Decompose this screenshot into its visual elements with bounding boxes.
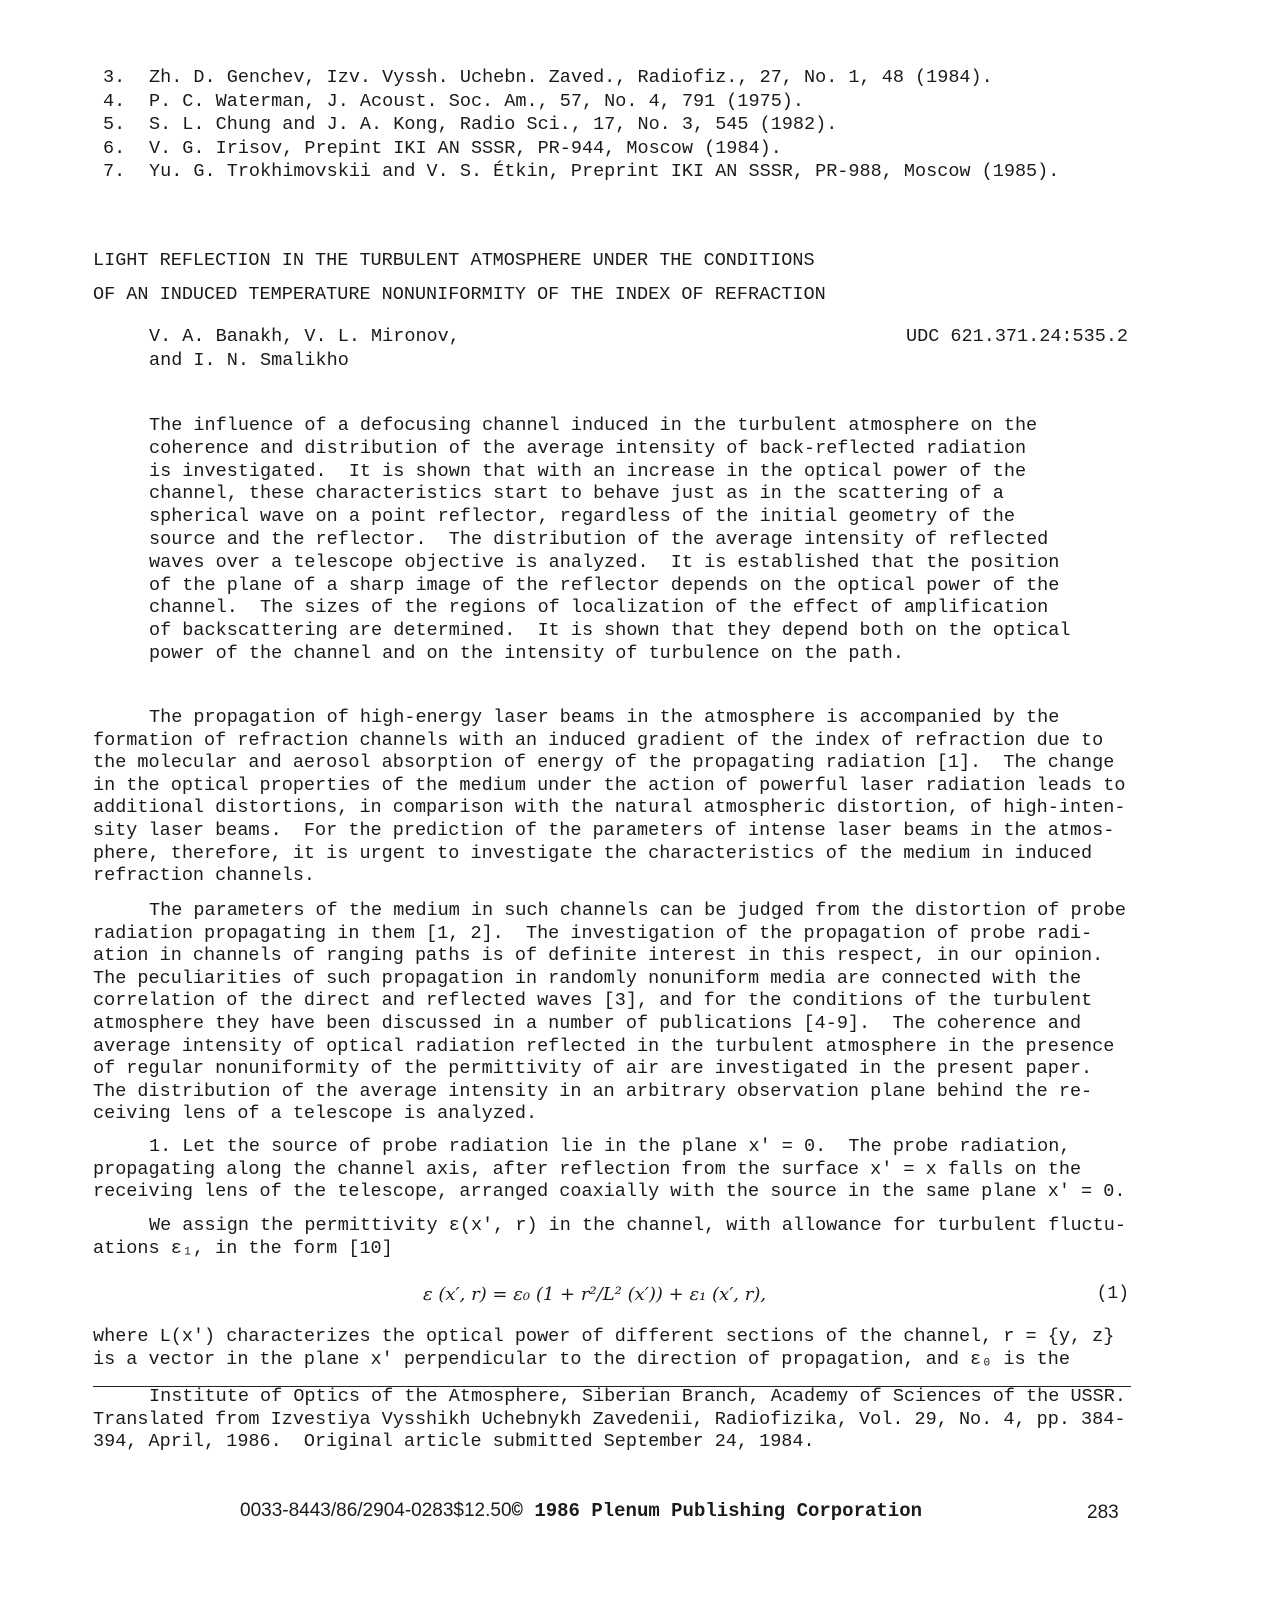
body-line: We assign the permittivity ε(x', r) in the channel, with allowance for turbulent fluctu-	[149, 1215, 1126, 1236]
body-line: is a vector in the plane x' perpendicular to the direction of propagation, and ε₀ is the	[93, 1348, 1070, 1370]
body-line: radiation propagating in them [1, 2]. The investigation of the propagation of probe radi-	[93, 922, 1093, 944]
reference-item: 4. P. C. Waterman, J. Acoust. Soc. Am., 57, No. 4, 791 (1975).	[103, 90, 805, 112]
body-line: ation in channels of ranging paths is of definite interest in this respect, in our opinion.	[93, 945, 1104, 967]
abstract	[149, 415, 1079, 666]
abstract-line: of backscattering are determined. It is shown that they depend both on the optical	[149, 620, 1071, 642]
body-paragraph-2	[93, 900, 1126, 1126]
abstract-line: of the plane of a sharp image of the reflector depends on the optical power of the	[149, 574, 1060, 596]
body-paragraph-4	[93, 1215, 1126, 1260]
body-line: average intensity of optical radiation reflected in the turbulent atmosphere in the presence	[93, 1035, 1115, 1057]
footnote-line: Institute of Optics of the Atmosphere, Siberian Branch, Academy of Sciences of the USSR.	[149, 1386, 1126, 1407]
abstract-line: is investigated. It is shown that with an increase in the optical power of the	[149, 460, 1027, 482]
body-line: The peculiarities of such propagation in randomly nonuniform media are connected with the	[93, 967, 1082, 989]
reference-item: 5. S. L. Chung and J. A. Kong, Radio Sci., 17, No. 3, 545 (1982).	[103, 114, 838, 135]
article-title	[93, 244, 826, 312]
footnote	[93, 1386, 1126, 1454]
equation-expression: ε (x′, r) = ε₀ (1 + r²/L² (x′)) + ε₁ (x′, r),	[423, 1284, 767, 1305]
abstract-line: The influence of a defocusing channel induced in the turbulent atmosphere on the	[149, 415, 1038, 436]
page-number: 283	[1087, 1502, 1119, 1523]
footnote-line: Translated from Izvestiya Vysshikh Uchebnykh Zavedenii, Radiofizika, Vol. 29, No. 4, pp. 384-	[93, 1408, 1126, 1430]
body-line: ations ε₁, in the form [10]	[93, 1237, 393, 1259]
body-line: of regular nonuniformity of the permittivity of air are investigated in the present paper.	[93, 1058, 1093, 1080]
abstract-line: power of the channel and on the intensity of turbulence on the path.	[149, 642, 904, 664]
title-line: LIGHT REFLECTION IN THE TURBULENT ATMOSPHERE UNDER THE CONDITIONS	[93, 250, 815, 271]
body-line: formation of refraction channels with an induced gradient of the index of refraction due to	[93, 729, 1104, 751]
author-line: and I. N. Smalikho	[149, 350, 349, 371]
body-line: 1. Let the source of probe radiation lie in the plane x' = 0. The probe radiation,	[149, 1136, 1071, 1157]
body-line: sity laser beams. For the prediction of the parameters of intense laser beams in the atmos-	[93, 819, 1115, 841]
body-line: additional distortions, in comparison with the natural atmospheric distortion, of high-inten-	[93, 797, 1126, 819]
issn-code: 0033-8443/86/2904-0283$12.50	[240, 1500, 512, 1521]
body-line: The distribution of the average intensity in an arbitrary observation plane behind the re-	[93, 1080, 1093, 1102]
equation-1	[93, 1284, 1129, 1310]
body-line: atmosphere they have been discussed in a number of publications [4-9]. The coherence and	[93, 1012, 1082, 1034]
reference-item: 3. Zh. D. Genchev, Izv. Vyssh. Uchebn. Zaved., Radiofiz., 27, No. 1, 48 (1984).	[103, 67, 993, 88]
body-line: where L(x') characterizes the optical power of different sections of the channel, r = {y, z}	[93, 1326, 1115, 1347]
equation-number: (1)	[1096, 1284, 1129, 1304]
footer-publication-code	[240, 1500, 922, 1522]
reference-item: 6. V. G. Irisov, Prepint IKI AN SSSR, PR-944, Moscow (1984).	[103, 137, 782, 159]
body-line: correlation of the direct and reflected waves [3], and for the conditions of the turbulent	[93, 990, 1093, 1012]
author-line: V. A. Banakh, V. L. Mironov,	[149, 326, 460, 347]
body-line: receiving lens of the telescope, arranged coaxially with the source in the same plane x' = 0.	[93, 1181, 1126, 1203]
reference-item: 7. Yu. G. Trokhimovskii and V. S. Étkin, Preprint IKI AN SSSR, PR-988, Moscow (1985).	[103, 161, 1060, 182]
body-line: phere, therefore, it is urgent to investigate the characteristics of the medium in induced	[93, 842, 1093, 864]
abstract-line: coherence and distribution of the average intensity of back-reflected radiation	[149, 437, 1027, 459]
abstract-line: waves over a telescope objective is analyzed. It is established that the position	[149, 551, 1060, 573]
reference-list	[103, 66, 1059, 184]
body-line: refraction channels.	[93, 865, 316, 887]
udc-code: UDC 621.371.24:535.2	[906, 326, 1129, 347]
title-line: OF AN INDUCED TEMPERATURE NONUNIFORMITY OF THE INDEX OF REFRACTION	[93, 284, 826, 305]
body-line: The propagation of high-energy laser beams in the atmosphere is accompanied by the	[149, 707, 1060, 728]
abstract-line: channel. The sizes of the regions of localization of the effect of amplification	[149, 597, 1049, 619]
body-paragraph-5	[93, 1326, 1114, 1371]
copyright-notice: © 1986 Plenum Publishing Corporation	[511, 1500, 922, 1522]
body-line: in the optical properties of the medium under the action of powerful laser radiation leads to	[93, 774, 1126, 796]
body-line: The parameters of the medium in such channels can be judged from the distortion of probe	[149, 900, 1126, 921]
abstract-line: source and the reflector. The distribution of the average intensity of reflected	[149, 528, 1049, 550]
abstract-line: channel, these characteristics start to behave just as in the scattering of a	[149, 483, 1004, 505]
footnote-line: 394, April, 1986. Original article submitted September 24, 1984.	[93, 1431, 815, 1453]
body-paragraph-1	[93, 707, 1125, 888]
body-paragraph-3	[93, 1136, 1125, 1204]
body-line: propagating along the channel axis, after reflection from the surface x' = x falls on the	[93, 1158, 1082, 1180]
body-line: ceiving lens of a telescope is analyzed.	[93, 1103, 538, 1125]
body-line: the molecular and aerosol absorption of energy of the propagating radiation [1]. The change	[93, 752, 1115, 774]
author-list	[149, 325, 460, 373]
abstract-line: spherical wave on a point reflector, regardless of the initial geometry of the	[149, 506, 1015, 528]
